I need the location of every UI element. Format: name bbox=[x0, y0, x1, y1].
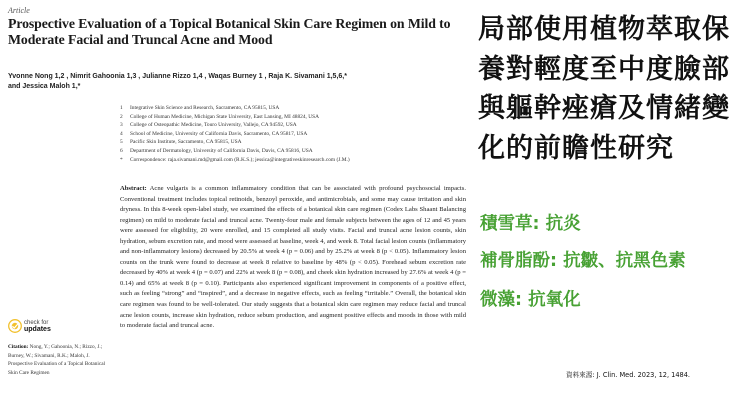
citation-heading: Citation: bbox=[8, 344, 29, 350]
affiliation-number: 3 bbox=[120, 122, 123, 129]
affiliation-text: Pacific Skin Institute, Sacramento, CA 95815, USA bbox=[130, 139, 242, 146]
correspondence-text: Correspondence: raja.sivamani.md@gmail.com (R.K.S.); jessica@integrativeskinresearch.com (J.M.) bbox=[130, 156, 350, 163]
affiliation-item bbox=[120, 121, 465, 130]
affiliation-text: Integrative Skin Science and Research, Sacramento, CA 95815, USA bbox=[130, 105, 280, 111]
authors-line-2: and Jessica Maloh 1,* bbox=[8, 83, 81, 90]
affiliation-text: School of Medicine, University of California Davis, Sacramento, CA 95817, USA bbox=[130, 130, 308, 137]
affiliation-number: 1 bbox=[120, 105, 123, 111]
affiliation-item bbox=[120, 130, 465, 139]
chinese-summary-title: 局部使用植物萃取保 養對輕度至中度臉部 與軀幹痤瘡及情緒變 化的前瞻性研究 bbox=[478, 14, 730, 164]
affiliations bbox=[120, 104, 465, 164]
affiliation-number: 2 bbox=[120, 113, 123, 120]
affiliation-text: College of Osteopathic Medicine, Touro University, Vallejo, CA 94592, USA bbox=[130, 122, 297, 129]
abstract bbox=[120, 184, 466, 332]
affiliation-number: 4 bbox=[120, 130, 123, 137]
article-type-label: Article bbox=[8, 6, 30, 15]
affiliation-item bbox=[120, 113, 465, 122]
ingredient-bakuchiol: 補骨脂酚: 抗皺、抗黑色素 bbox=[480, 251, 686, 271]
check-for-updates-badge[interactable] bbox=[8, 319, 68, 339]
source-citation: 資料來源: J. Clin. Med. 2023, 12, 1484. bbox=[566, 371, 691, 379]
affiliation-item bbox=[120, 138, 465, 147]
affiliation-text: Department of Dermatology, University of California Davis, Davis, CA 95816, USA bbox=[130, 147, 313, 154]
author-list bbox=[8, 72, 448, 92]
paper-title: Prospective Evaluation of a Topical Botanical Skin Care Regimen on Mild to Moderate Facial and Truncal Acne and Mood bbox=[8, 16, 451, 47]
ingredient-microalgae: 微藻: 抗氧化 bbox=[480, 290, 581, 310]
abstract-heading: Abstract: bbox=[120, 185, 147, 192]
citation bbox=[8, 343, 112, 378]
authors-line-1: Yvonne Nong 1,2 , Nimrit Gahoonia 1,3 , Julianne Rizzo 1,4 , Waqas Burney 1 , Raja K. Sivamani 1,5,6,* bbox=[8, 73, 347, 80]
affiliation-text: College of Human Medicine, Michigan State University, East Lansing, MI 48824, USA bbox=[130, 113, 320, 120]
check-for-updates-icon bbox=[8, 319, 22, 333]
check-label: check for bbox=[24, 320, 49, 326]
affiliation-number: 5 bbox=[120, 139, 123, 146]
abstract-text: Acne vulgaris is a common inflammatory condition that can be associated with profound psychosocial impacts. Conventional treatment includes topical retinoids, benzoyl peroxide, and antimicrobials, and some may cause irritation and skin dryness. In this 8-week open-label study, we examined the effects of a botanical skin care regimen (Codex Labs Shaant Balancing regimen) on mild to moderate facial and truncal acne. Twenty-four male and female subjects between the ages of 12 and 45 years were assessed for eligibility, 20 were enrolled, and 15 completed all study visits. Facial and truncal acne lesion counts, skin hydration, sebum excretion rate, and mood were assessed at baseline, week 4, and week 8. Total facial lesion counts (inflammatory and non-inflammatory lesions) decreased by 20.5% at week 4 (p = 0.06) and by 25.2% at week 8 (p < 0.05). Inflammatory lesion counts on the trunk were found to decrease at week 8 relative to baseline by 48% (p < 0.05). Forehead sebum excretion rate decreased by 40% at week 4 (p = 0.07) and 22% at week 8 (p = 0.08), and cheek skin hydration increased by 27.6% at week 4 (p = 0.14) and 65% at week 8 (p = 0.10). Participants also experienced significant improvement in components of a positive effect, such as feeling “strong” and “inspired”, and a decrease in negative effects, such as feeling “irritable.” Overall, the botanical skin care regimen was found to be well-tolerated. Our study suggests that a botanical skin care regimen may reduce facial and truncal acne lesion counts, increase skin hydration, reduce sebum production, and augment positive effects and moods in those with mild to moderate facial and truncal acne. bbox=[120, 185, 466, 330]
ingredient-centella: 積雪草: 抗炎 bbox=[480, 214, 581, 234]
affiliation-item bbox=[120, 147, 465, 156]
correspondence bbox=[120, 156, 465, 165]
affiliation-item bbox=[120, 104, 465, 113]
affiliation-number: 6 bbox=[120, 147, 123, 154]
citation-text: Nong, Y.; Gahoonia, N.; Rizzo, J.; Burney, W.; Sivamani, R.K.; Maloh, J. Prospective Evaluation of a Topical Botanical Skin Care Regimen bbox=[8, 344, 106, 377]
affiliation-number: * bbox=[120, 156, 123, 163]
updates-label: updates bbox=[24, 325, 51, 333]
